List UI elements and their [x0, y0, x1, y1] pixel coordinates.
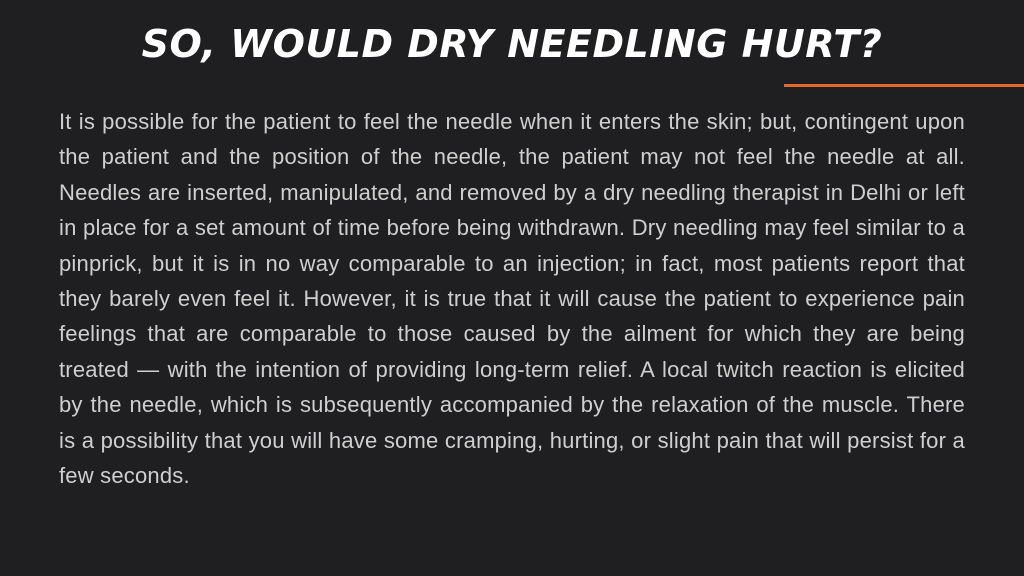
slide-body-paragraph: It is possible for the patient to feel the needle when it enters the skin; but, contingent upon the patient and the position of the needle, the patient may not feel the needle at all. Needles are inserted, manipulated, and removed by a dry needling therapist in Delhi or left in place for a set amount of time before being withdrawn. Dry needling may feel similar to a pinprick, but it is in no way comparable to an injection; in fact, most patients report that they barely even feel it. However, it is true that it will cause the patient to experience pain feelings that are comparable to those caused by the ailment for which they are being treated — with the intention of providing long-term relief. A local twitch reaction is elicited by the needle, which is subsequently accompanied by the relaxation of the muscle. There is a possibility that you will have some cramping, hurting, or slight pain that will persist for a few seconds. — [59, 109, 965, 489]
slide-title: SO, WOULD DRY NEEDLING HURT? — [141, 22, 883, 66]
title-accent-divider — [784, 84, 1024, 87]
